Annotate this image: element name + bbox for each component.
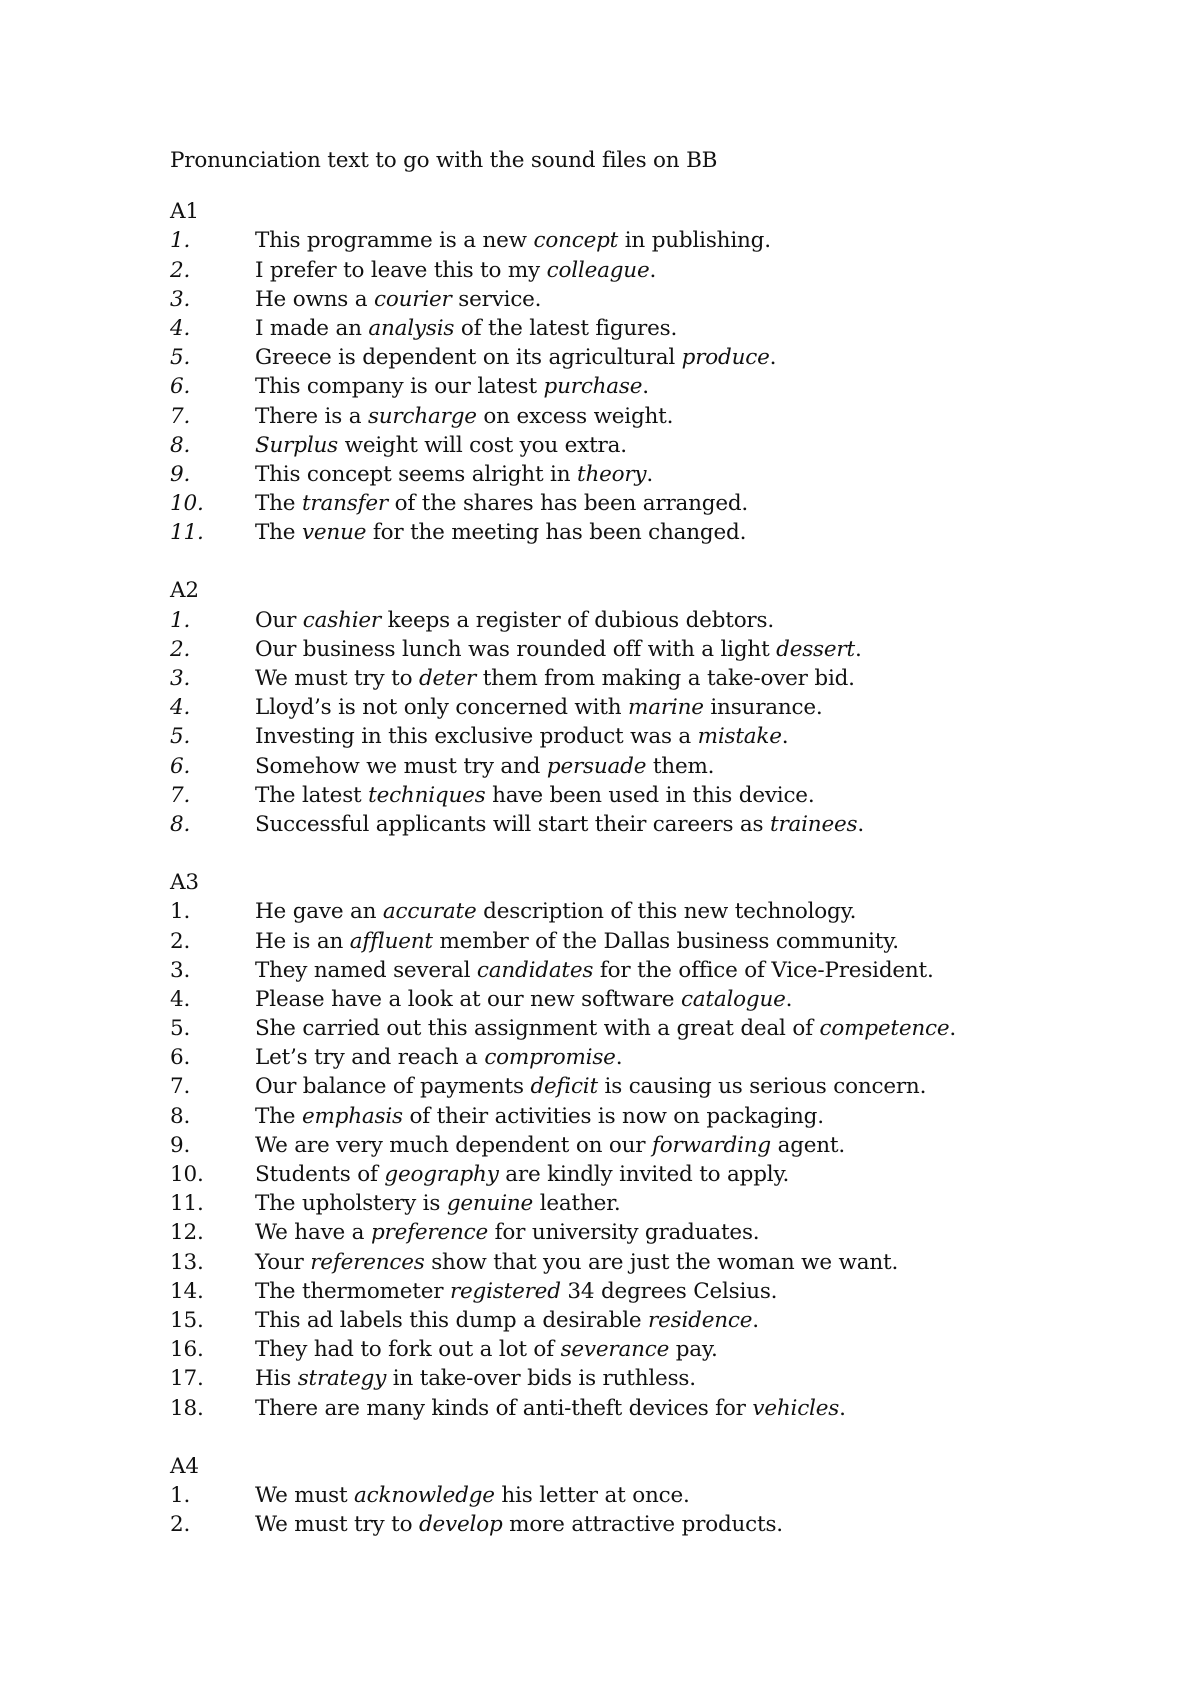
- item-number: 5.: [170, 1016, 191, 1042]
- sentence-start: Successful applicants will start their careers as: [255, 811, 770, 837]
- sentence-start: There are many kinds of anti-theft devices for: [255, 1395, 753, 1421]
- document-body: [170, 146, 1130, 1568]
- sections-container: [170, 197, 1130, 1539]
- target-word: acknowledge: [354, 1482, 495, 1508]
- sentence-end: member of the Dallas business community.: [432, 928, 899, 954]
- item-number: 1.: [170, 228, 191, 254]
- sentence-start: He is an: [255, 928, 350, 954]
- list-item: [170, 781, 1130, 810]
- sentence-start: This ad labels this dump a desirable: [255, 1307, 649, 1333]
- list-item: [170, 1510, 1130, 1539]
- target-word: theory: [577, 461, 647, 487]
- sentence-end: for the meeting has been changed.: [366, 520, 747, 546]
- sentence-end: agent.: [770, 1132, 845, 1158]
- sentence-start: They had to fork out a lot of: [255, 1337, 561, 1363]
- target-word: develop: [418, 1512, 503, 1538]
- target-word: geography: [384, 1162, 499, 1187]
- sentence-end: weight will cost you extra.: [337, 432, 627, 458]
- list-item: [170, 1072, 1130, 1101]
- list-item: [170, 1394, 1130, 1423]
- sentence-start: Our business lunch was rounded off with a light: [255, 636, 777, 662]
- sentence-end: of the shares has been arranged.: [387, 491, 749, 517]
- item-number: 4.: [170, 315, 191, 341]
- sentence-end: .: [949, 1016, 956, 1042]
- sentence-end: pay.: [669, 1337, 718, 1363]
- target-word: references: [310, 1249, 425, 1275]
- target-word: catalogue: [680, 986, 786, 1012]
- item-number: 1.: [170, 607, 191, 633]
- sentence-end: for university graduates.: [488, 1220, 760, 1246]
- item-number: 7.: [170, 403, 191, 429]
- list-item: [170, 693, 1130, 722]
- list-item: [170, 1277, 1130, 1306]
- target-word: courier: [374, 286, 452, 312]
- section-heading: A3: [170, 870, 199, 896]
- sentence-start: The thermometer: [255, 1278, 450, 1304]
- sentence-start: He gave an: [255, 899, 383, 925]
- target-word: strategy: [297, 1366, 387, 1392]
- sentence-end: them.: [646, 753, 715, 779]
- item-number: 11.: [170, 520, 204, 546]
- sentence-start: The upholstery is: [255, 1191, 447, 1217]
- target-word: compromise: [484, 1045, 616, 1071]
- section-heading: A1: [170, 199, 199, 225]
- item-number: 13.: [170, 1249, 204, 1275]
- sentence-end: for the office of Vice-President.: [593, 957, 934, 983]
- sentence-start: Your: [255, 1249, 311, 1275]
- sentence-end: is causing us serious concern.: [597, 1074, 927, 1100]
- sentence-end: .: [642, 374, 649, 400]
- target-word: produce: [681, 345, 770, 371]
- target-word: vehicles: [752, 1395, 840, 1421]
- sentence-start: The: [255, 491, 302, 517]
- sentence-start: We must try to: [255, 666, 419, 691]
- target-word: registered: [449, 1278, 561, 1304]
- item-number: 12.: [170, 1220, 204, 1246]
- target-word: persuade: [546, 753, 647, 779]
- item-number: 6.: [170, 753, 191, 779]
- sentence-start: Our balance of payments: [255, 1074, 531, 1100]
- list-item: [170, 518, 1130, 547]
- sentence-start: Please have a look at our new software: [255, 986, 681, 1012]
- target-word: competence: [819, 1016, 950, 1042]
- list-item: [170, 810, 1130, 839]
- item-number: 8.: [170, 432, 191, 458]
- section-a4: [170, 1452, 1130, 1540]
- target-word: analysis: [368, 315, 455, 341]
- sentence-end: have been used in this device.: [485, 782, 815, 808]
- sentence-end: .: [839, 1395, 846, 1421]
- target-word: accurate: [382, 899, 477, 925]
- sentence-start: Lloyd’s is not only concerned with: [255, 695, 629, 721]
- section-a2: [170, 576, 1130, 839]
- sentence-start: They named several: [255, 957, 477, 983]
- list-item: [170, 431, 1130, 460]
- list-item: [170, 1160, 1130, 1189]
- list-item: [170, 489, 1130, 518]
- list-item: [170, 722, 1130, 751]
- list-item: [170, 256, 1130, 285]
- sentence-end: .: [857, 811, 864, 837]
- list-item: [170, 1248, 1130, 1277]
- sentence-end: .: [615, 1045, 623, 1071]
- sentence-end: show that you are just the woman we want.: [424, 1249, 899, 1275]
- target-word: deficit: [530, 1074, 598, 1100]
- list-item: [170, 1014, 1130, 1043]
- item-number: 7.: [170, 1074, 191, 1100]
- sentence-start: The: [255, 520, 302, 546]
- sentence-end: .: [649, 257, 657, 283]
- section-a1: [170, 197, 1130, 547]
- list-item: [170, 1306, 1130, 1335]
- item-number: 10.: [170, 1162, 204, 1187]
- target-word: dessert: [776, 636, 855, 662]
- item-number: 2.: [170, 257, 191, 283]
- item-number: 1.: [170, 1482, 191, 1508]
- target-word: colleague: [546, 257, 650, 283]
- target-word: cashier: [302, 607, 382, 633]
- list-item: [170, 635, 1130, 664]
- item-number: 6.: [170, 374, 191, 400]
- sentence-end: .: [781, 724, 789, 750]
- sentence-end: of their activities is now on packaging.: [402, 1103, 824, 1129]
- sentence-start: The: [255, 1103, 302, 1129]
- sentence-start: Somehow we must try and: [255, 753, 547, 779]
- section-a3: [170, 868, 1130, 1423]
- sentence-end: his letter at once.: [494, 1482, 690, 1508]
- sentence-end: are kindly invited to apply.: [498, 1162, 790, 1187]
- list-item: [170, 285, 1130, 314]
- target-word: emphasis: [301, 1103, 403, 1129]
- list-item: [170, 460, 1130, 489]
- item-number: 11.: [170, 1191, 204, 1217]
- sentence-end: in take-over bids is ruthless.: [386, 1366, 696, 1392]
- list-item: [170, 226, 1130, 255]
- target-word: deter: [418, 666, 477, 691]
- target-word: venue: [301, 520, 367, 546]
- item-number: 8.: [170, 811, 191, 837]
- sentence-end: .: [854, 636, 862, 662]
- item-number: 8.: [170, 1103, 191, 1129]
- list-item: [170, 752, 1130, 781]
- sentence-end: description of this new technology.: [476, 899, 857, 925]
- item-number: 10.: [170, 491, 204, 517]
- list-item: [170, 1102, 1130, 1131]
- page-title: Pronunciation text to go with the sound files on BB: [170, 148, 718, 173]
- sentence-start: This company is our latest: [255, 374, 544, 400]
- target-word: genuine: [446, 1191, 534, 1217]
- sentence-start: His: [255, 1366, 298, 1392]
- sentence-start: We must: [255, 1482, 355, 1508]
- sentence-end: them from making a take-over bid.: [476, 666, 855, 691]
- item-number: 9.: [170, 461, 191, 487]
- sentence-end: on excess weight.: [476, 403, 674, 429]
- sentence-end: more attractive products.: [502, 1512, 783, 1538]
- item-number: 2.: [170, 1512, 191, 1538]
- sentence-start: There is a: [255, 403, 368, 429]
- list-item: [170, 927, 1130, 956]
- sentence-start: Let’s try and reach a: [255, 1045, 485, 1071]
- item-number: 14.: [170, 1278, 204, 1304]
- sentence-start: I made an: [255, 315, 369, 341]
- sentence-start: He owns a: [255, 286, 375, 312]
- sentence-end: .: [752, 1307, 759, 1333]
- sentence-start: We are very much dependent on our: [255, 1132, 652, 1158]
- target-word: candidates: [476, 957, 594, 983]
- list-item: [170, 956, 1130, 985]
- sentence-end: leather.: [533, 1191, 621, 1217]
- target-word: concept: [533, 228, 619, 254]
- list-item: [170, 664, 1130, 693]
- section-heading: A2: [170, 578, 199, 604]
- list-item: [170, 1364, 1130, 1393]
- sentence-start: Students of: [255, 1162, 385, 1187]
- target-word: techniques: [368, 782, 486, 808]
- item-number: 2.: [170, 636, 191, 662]
- item-number: 5.: [170, 345, 191, 371]
- target-word: transfer: [301, 491, 388, 517]
- target-word: purchase: [543, 374, 643, 400]
- item-number: 2.: [170, 928, 191, 954]
- sentence-start: The latest: [255, 782, 369, 808]
- list-item: [170, 606, 1130, 635]
- sentence-end: 34 degrees Celsius.: [560, 1278, 778, 1304]
- sentence-end: .: [646, 461, 654, 487]
- sentence-start: This programme is a new: [255, 228, 534, 254]
- list-item: [170, 897, 1130, 926]
- sentence-start: I prefer to leave this to my: [255, 257, 547, 283]
- sentence-end: keeps a register of dubious debtors.: [381, 607, 774, 633]
- item-number: 16.: [170, 1337, 204, 1363]
- list-item: [170, 985, 1130, 1014]
- item-number: 3.: [170, 957, 191, 983]
- item-number: 1.: [170, 899, 191, 925]
- target-word: residence: [648, 1307, 753, 1333]
- target-word: marine: [628, 695, 704, 721]
- list-item: [170, 1043, 1130, 1072]
- item-number: 4.: [170, 695, 191, 721]
- item-number: 5.: [170, 724, 191, 750]
- target-word: surcharge: [367, 403, 477, 429]
- list-item: [170, 1218, 1130, 1247]
- sentence-end: service.: [451, 286, 542, 312]
- target-word: severance: [560, 1337, 670, 1363]
- sentence-start: We have a: [255, 1220, 371, 1246]
- sentence-end: insurance.: [703, 695, 823, 721]
- sentence-end: .: [769, 345, 777, 371]
- target-word: Surplus: [255, 432, 338, 458]
- list-item: [170, 1189, 1130, 1218]
- item-number: 18.: [170, 1395, 204, 1421]
- list-item: [170, 314, 1130, 343]
- target-word: trainees: [770, 811, 858, 837]
- sentence-start: Investing in this exclusive product was a: [255, 724, 698, 750]
- item-number: 3.: [170, 666, 191, 691]
- sentence-end: of the latest figures.: [454, 315, 678, 341]
- list-item: [170, 1131, 1130, 1160]
- sentence-start: This concept seems alright in: [255, 461, 577, 487]
- item-number: 15.: [170, 1307, 204, 1333]
- list-item: [170, 372, 1130, 401]
- list-item: [170, 1335, 1130, 1364]
- target-word: affluent: [349, 928, 433, 954]
- section-heading: A4: [170, 1453, 199, 1479]
- sentence-start: We must try to: [255, 1512, 419, 1538]
- item-number: 9.: [170, 1132, 191, 1158]
- sentence-start: Greece is dependent on its agricultural: [255, 345, 682, 371]
- item-number: 4.: [170, 986, 191, 1012]
- target-word: forwarding: [652, 1132, 771, 1158]
- sentence-start: Our: [255, 607, 303, 633]
- list-item: [170, 343, 1130, 372]
- list-item: [170, 402, 1130, 431]
- target-word: preference: [370, 1220, 488, 1246]
- sentence-end: in publishing.: [618, 228, 771, 254]
- sentence-start: She carried out this assignment with a great deal of: [255, 1016, 820, 1042]
- item-number: 17.: [170, 1366, 204, 1392]
- list-item: [170, 1481, 1130, 1510]
- item-number: 6.: [170, 1045, 191, 1071]
- sentence-end: .: [785, 986, 793, 1012]
- target-word: mistake: [697, 724, 782, 750]
- item-number: 7.: [170, 782, 191, 808]
- item-number: 3.: [170, 286, 191, 312]
